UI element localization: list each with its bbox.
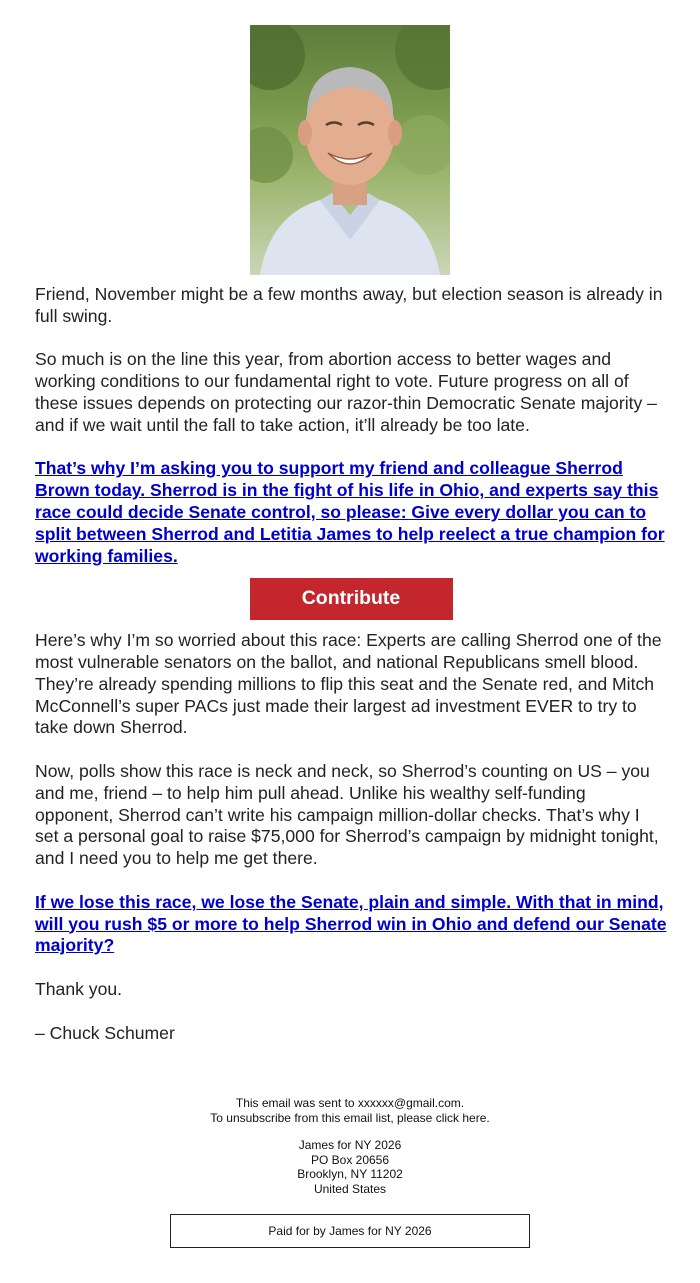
email-body	[35, 284, 667, 1066]
stakes-paragraph: So much is on the line this year, from abortion access to better wages and working conditions to our fundamental right to vote. Future progress on all of these issues depends on protecting our razor-thin Democratic Senate majority – and if we wait until the fall to take action, it’ll already be too late.	[35, 349, 657, 435]
header-photo	[250, 25, 450, 275]
intro-paragraph: Friend, November might be a few months away, but election season is already in full swing.	[35, 284, 663, 326]
sent-to-line: This email was sent to xxxxxx@gmail.com.	[235, 1096, 465, 1110]
signature: – Chuck Schumer	[35, 1022, 175, 1043]
email-footer	[0, 1096, 700, 1196]
contribute-button[interactable]: Contribute	[250, 578, 453, 620]
org-name: James for NY 2026	[298, 1138, 402, 1152]
cta-paragraph-2	[35, 892, 667, 957]
portrait-illustration	[250, 25, 450, 275]
contribute-button-wrap	[35, 578, 667, 620]
recipient-email-link[interactable]: xxxxxx@gmail.com	[357, 1096, 461, 1110]
worry-paragraph: Here’s why I’m so worried about this race: Experts are calling Sherrod one of the most vulnerable senators on the ballot, and national Republicans smell blood. They’re already spending millions to flip this seat and the Senate red, and Mitch McConnell’s super PACs just made their largest ad investment EVER to try to take down Sherrod.	[35, 630, 662, 738]
city-line: Brooklyn, NY 11202	[297, 1167, 403, 1181]
paid-for-disclaimer: Paid for by James for NY 2026	[170, 1214, 530, 1248]
po-box: PO Box 20656	[310, 1152, 390, 1167]
unsubscribe-line: To unsubscribe from this email list, please click here.	[210, 1110, 490, 1125]
thanks-text: Thank you.	[35, 978, 123, 999]
unsubscribe-link[interactable]: click here	[435, 1110, 487, 1125]
donate-link-2[interactable]: If we lose this race, we lose the Senate, plain and simple. With that in mind, will you rush $5 or more to help Sherrod win in Ohio and defend our Senate majority?	[35, 891, 667, 956]
country-line: United States	[313, 1181, 387, 1196]
cta-paragraph-1	[35, 458, 667, 567]
donate-link-1[interactable]: That’s why I’m asking you to support my friend and colleague Sherrod Brown today. Sherrod is in the fight of his life in Ohio, and experts say this race could decide Senate control, so please: Give every dollar you can to split between Sherrod and Letitia James to help reelect a true champion for working families.	[35, 458, 665, 566]
polls-paragraph: Now, polls show this race is neck and neck, so Sherrod’s counting on US – you and me, friend – to help him pull ahead. Unlike his wealthy self-funding opponent, Sherrod can’t write his campaign million-dollar checks. That’s why I set a personal goal to raise $75,000 for Sherrod’s campaign by midnight tonight, and I need you to help me get there.	[35, 760, 659, 869]
